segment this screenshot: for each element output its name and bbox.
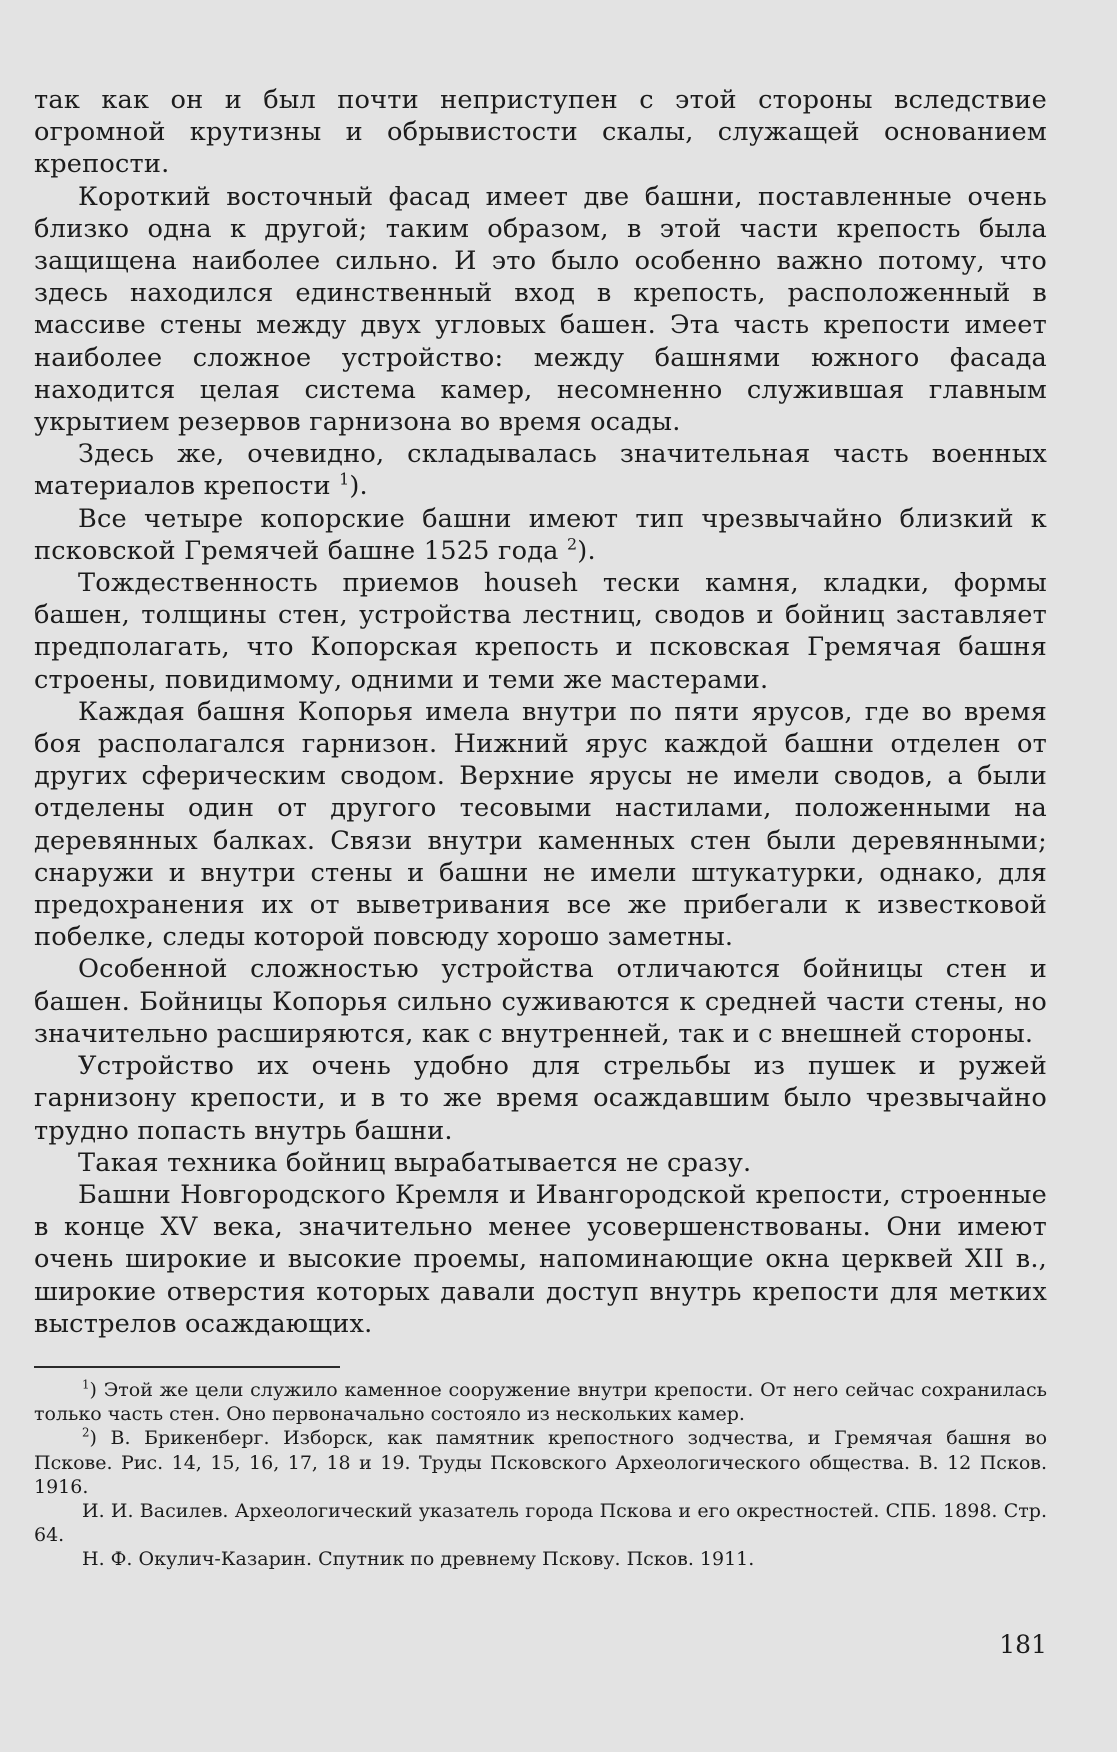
- footnote-text: В. Брикенберг. Изборск, как памятник крепостного зодчества, и Гремячая башня во Пскове. Рис. 14, 15, 16, 17, 18 и 19. Труды Псковского Археологического общества. В. 12 Псков. 1916.: [34, 1427, 1048, 1498]
- page-number: 181: [999, 1630, 1047, 1659]
- paragraph-text: Здесь же, очевидно, складывалась значительная часть военных материалов крепости: [34, 439, 1047, 502]
- footnote-text: Этой же цели служило каменное сооружение внутри крепости. От него сейчас сохранилась только часть стен. Оно первоначально состояло из нескольких камер.: [34, 1378, 1048, 1426]
- paragraph: [34, 503, 1047, 567]
- paragraph: так как он и был почти неприступен с этой стороны вследствие огромной крутизны и обрывистости скалы, служащей основанием крепости.: [34, 85, 1047, 180]
- footnote: $^2$) В. Брикенберг. Изборск, как памятник крепостного зодчества, и Гремячая башня во Пскове. Рис. 14, 15, 16, 17, 18 и 19. Труды Псковского Археологического общества. В. 12 Псков. 1916.: [34, 1426, 1048, 1498]
- footnote: $^1$) Этой же цели служило каменное сооружение внутри крепости. От него сейчас сохранилась только часть стен. Оно первоначально состояло из нескольких камер.: [34, 1377, 1048, 1426]
- footnote: И. И. Василев. Археологический указатель города Пскова и его окрестностей. СПБ. 1898. Стр. 64.: [34, 1499, 1047, 1547]
- paragraph: Такая техника бойниц вырабатывается не сразу.: [78, 1147, 752, 1178]
- footnote-reference: 1: [339, 469, 350, 489]
- paragraph: Тождественность приемов househ тески камня, кладки, формы башен, толщины стен, устройства лестниц, сводов и бойниц заставляет предполагать, что Копорская крепость и псковская Гремячая башня строены, повидимому, одними и теми же мастерами.: [34, 568, 1047, 695]
- paragraph-text: Все четыре копорские башни имеют тип чрезвычайно близкий к псковской Гремячей башне 1525 года: [34, 503, 1047, 566]
- paragraph: Каждая башня Копорья имела внутри по пяти ярусов, где во время боя располагался гарнизон. Нижний ярус каждой башни отделен от других сферическим сводом. Верхние ярусы не имели сводов, а были отделены один от другого тесовыми настилами, положенными на деревянных балках. Связи внутри каменных стен были деревянными; снаружи и внутри стены и башни не имели штукатурки, однако, для предохранения их от выветривания все же прибегали к известковой побелке, следы которой повсюду хорошо заметны.: [34, 696, 1047, 953]
- paragraph: Устройство их очень удобно для стрельбы из пушек и ружей гарнизону крепости, и в то же время осаждавшим было чрезвычайно трудно попасть внутрь башни.: [34, 1051, 1047, 1146]
- main-text: [34, 84, 1047, 1340]
- paragraph-ending: ).: [577, 535, 596, 566]
- footnote-separator: [34, 1366, 340, 1368]
- paragraph: Башни Новгородского Кремля и Ивангородской крепости, строенные в конце XV века, значительно менее усовершенствованы. Они имеют очень широкие и высокие проемы, напоминающие окна церквей XII в., широкие отверстия которых давали доступ внутрь крепости для метких выстрелов осаждающих.: [34, 1179, 1047, 1339]
- paragraph-ending: ).: [349, 471, 368, 502]
- footnote: Н. Ф. Окулич-Казарин. Спутник по древнему Пскову. Псков. 1911.: [82, 1548, 755, 1571]
- paragraph: [34, 438, 1047, 502]
- footnote-marker: 1: [82, 1377, 90, 1392]
- paragraph: Короткий восточный фасад имеет две башни, поставленные очень близко одна к другой; таким образом, в этой части крепость была защищена наиболее сильно. И это было особенно важно потому, что здесь находился единственный вход в крепость, расположенный в массиве стены между двух угловых башен. Эта часть крепости имеет наиболее сложное устройство: между башнями южного фасада находится целая система камер, несомненно служившая главным укрытием резервов гарнизона во время осады.: [34, 181, 1047, 438]
- footnote-marker: 2: [82, 1426, 90, 1440]
- footnote-reference: 2: [566, 534, 578, 554]
- paragraph: Особенной сложностью устройства отличаются бойницы стен и башен. Бойницы Копорья сильно суживаются к средней части стены, но значительно расширяются, как с внутренней, так и с внешней стороны.: [34, 954, 1047, 1049]
- footnotes: [34, 1378, 1047, 1572]
